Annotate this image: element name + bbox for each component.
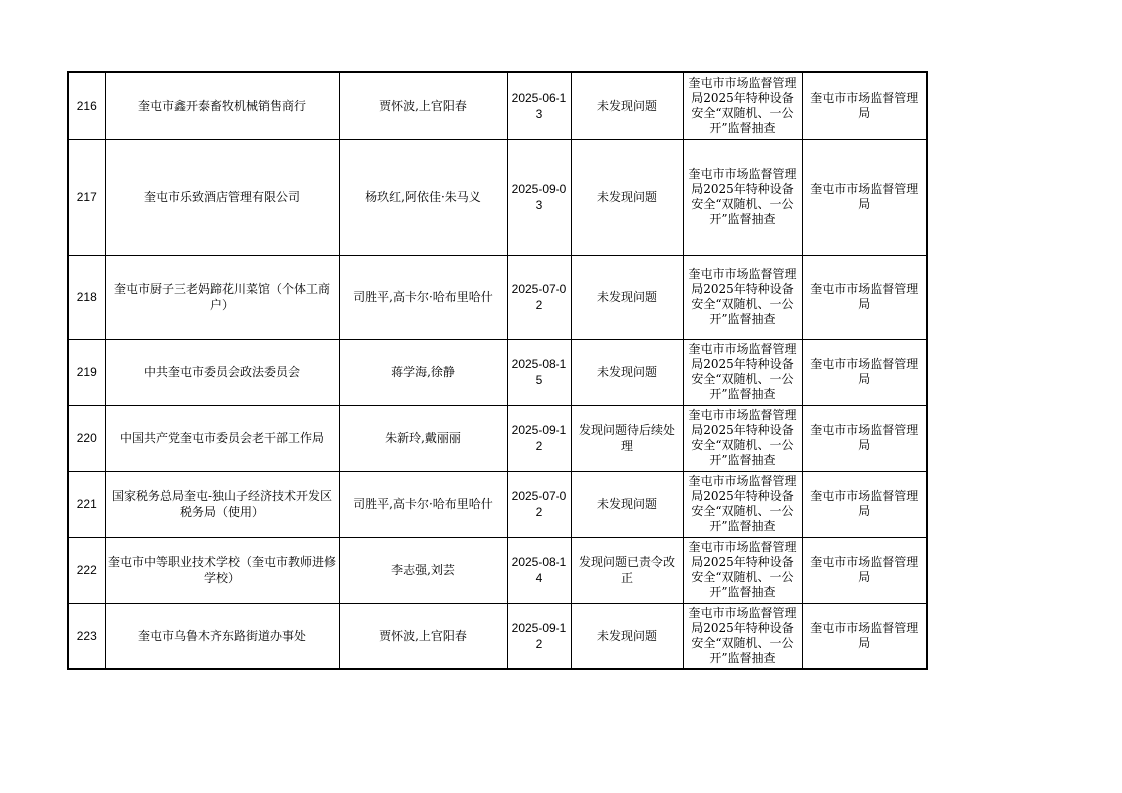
inspectors-cell: 杨玖红,阿依佳·朱马义 [339, 139, 507, 255]
row-number-cell: 218 [68, 255, 105, 339]
inspected-unit-cell: 奎屯市厨子三老妈蹄花川菜馆（个体工商户） [105, 255, 339, 339]
inspected-unit-cell: 奎屯市乌鲁木齐东路街道办事处 [105, 603, 339, 669]
table-body [68, 72, 927, 669]
table-row [68, 139, 927, 255]
inspecting-authority-cell: 奎屯市市场监督管理局 [802, 537, 927, 603]
row-number-cell: 221 [68, 471, 105, 537]
inspectors-cell: 贾怀波,上官阳春 [339, 72, 507, 139]
inspection-date-cell: 2025-09-12 [507, 603, 571, 669]
inspected-unit-cell: 奎屯市鑫开泰畜牧机械销售商行 [105, 72, 339, 139]
table-row [68, 255, 927, 339]
inspection-task-cell: 奎屯市市场监督管理局2025年特种设备安全“双随机、一公开”监督抽查 [683, 72, 802, 139]
inspecting-authority-cell: 奎屯市市场监督管理局 [802, 405, 927, 471]
inspectors-cell: 蒋学海,徐静 [339, 339, 507, 405]
inspection-date-cell: 2025-08-14 [507, 537, 571, 603]
inspection-results-table [67, 71, 928, 670]
inspected-unit-cell: 中共奎屯市委员会政法委员会 [105, 339, 339, 405]
inspecting-authority-cell: 奎屯市市场监督管理局 [802, 139, 927, 255]
inspecting-authority-cell: 奎屯市市场监督管理局 [802, 603, 927, 669]
inspection-task-cell: 奎屯市市场监督管理局2025年特种设备安全“双随机、一公开”监督抽查 [683, 255, 802, 339]
table-row [68, 72, 927, 139]
inspected-unit-cell: 奎屯市乐致酒店管理有限公司 [105, 139, 339, 255]
table-row [68, 471, 927, 537]
inspection-result-cell: 未发现问题 [571, 339, 683, 405]
inspection-result-cell: 发现问题已责令改正 [571, 537, 683, 603]
inspected-unit-cell: 中国共产党奎屯市委员会老干部工作局 [105, 405, 339, 471]
inspection-task-cell: 奎屯市市场监督管理局2025年特种设备安全“双随机、一公开”监督抽查 [683, 405, 802, 471]
inspection-date-cell: 2025-07-02 [507, 255, 571, 339]
table-row [68, 537, 927, 603]
inspection-result-cell: 未发现问题 [571, 72, 683, 139]
table-row [68, 339, 927, 405]
inspection-task-cell: 奎屯市市场监督管理局2025年特种设备安全“双随机、一公开”监督抽查 [683, 339, 802, 405]
inspecting-authority-cell: 奎屯市市场监督管理局 [802, 471, 927, 537]
table-row [68, 603, 927, 669]
inspection-result-cell: 未发现问题 [571, 471, 683, 537]
inspection-date-cell: 2025-09-12 [507, 405, 571, 471]
inspection-result-cell: 发现问题待后续处理 [571, 405, 683, 471]
row-number-cell: 216 [68, 72, 105, 139]
inspecting-authority-cell: 奎屯市市场监督管理局 [802, 255, 927, 339]
inspection-result-cell: 未发现问题 [571, 255, 683, 339]
inspecting-authority-cell: 奎屯市市场监督管理局 [802, 72, 927, 139]
inspection-task-cell: 奎屯市市场监督管理局2025年特种设备安全“双随机、一公开”监督抽查 [683, 537, 802, 603]
inspection-date-cell: 2025-07-02 [507, 471, 571, 537]
inspectors-cell: 朱新玲,戴丽丽 [339, 405, 507, 471]
inspectors-cell: 李志强,刘芸 [339, 537, 507, 603]
inspection-result-cell: 未发现问题 [571, 139, 683, 255]
inspecting-authority-cell: 奎屯市市场监督管理局 [802, 339, 927, 405]
row-number-cell: 223 [68, 603, 105, 669]
inspection-task-cell: 奎屯市市场监督管理局2025年特种设备安全“双随机、一公开”监督抽查 [683, 603, 802, 669]
table-row [68, 405, 927, 471]
row-number-cell: 217 [68, 139, 105, 255]
inspection-result-cell: 未发现问题 [571, 603, 683, 669]
inspection-date-cell: 2025-09-03 [507, 139, 571, 255]
inspectors-cell: 司胜平,高卡尔·哈布里哈什 [339, 255, 507, 339]
row-number-cell: 222 [68, 537, 105, 603]
inspected-unit-cell: 奎屯市中等职业技术学校（奎屯市教师进修学校） [105, 537, 339, 603]
inspected-unit-cell: 国家税务总局奎屯-独山子经济技术开发区税务局（使用） [105, 471, 339, 537]
inspectors-cell: 贾怀波,上官阳春 [339, 603, 507, 669]
inspection-task-cell: 奎屯市市场监督管理局2025年特种设备安全“双随机、一公开”监督抽查 [683, 139, 802, 255]
inspection-task-cell: 奎屯市市场监督管理局2025年特种设备安全“双随机、一公开”监督抽查 [683, 471, 802, 537]
inspection-date-cell: 2025-08-15 [507, 339, 571, 405]
inspection-date-cell: 2025-06-13 [507, 72, 571, 139]
row-number-cell: 219 [68, 339, 105, 405]
inspectors-cell: 司胜平,高卡尔·哈布里哈什 [339, 471, 507, 537]
row-number-cell: 220 [68, 405, 105, 471]
